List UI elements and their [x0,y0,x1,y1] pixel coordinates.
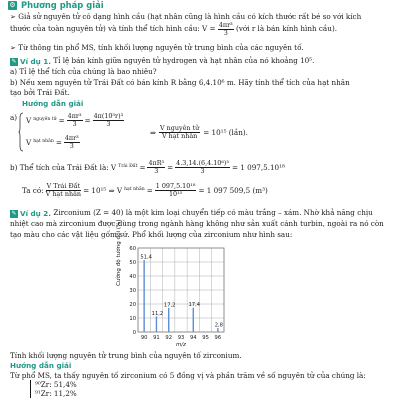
isotope-list [30,380,77,398]
example-2-line-1: Zirconium (Z = 40) là một kim loại chuyển tiếp có màu trắng – xám. Nhờ khả năng chịu [53,208,373,217]
mass-spectrum-chart [120,244,230,348]
chart-y-tick-label: 30 [129,287,136,294]
method-line-1: ➢ Giả sử nguyên tử có dạng hình cầu (hạt nhân cũng là hình cầu có kích thước rất bé so với kích [10,12,362,21]
chart-x-tick-label: 95 [202,335,209,341]
chart-y-tick-label: 40 [129,273,136,280]
chart-x-tick-label: 93 [177,335,185,341]
chart-data-label: 17,4 [188,302,201,309]
chart-data-label: 17,2 [163,302,176,309]
chart-y-tick-label: 0 [132,329,136,336]
example-1 [10,56,392,66]
example-1-question-b: b) Nếu xem nguyên tử Trái Đất có bán kính R bằng 6,4.10⁶ m. Hãy tính thể tích của hạt nhân [10,78,350,87]
example-1-question-a: a) Tỉ lệ thể tích của chúng là bao nhiêu? [10,67,157,76]
example-2 [10,208,392,218]
method-line-2: thước của toàn nguyên tử) và tính thể tích hình cầu: V = $\frac{\text{4πr³}}{3}$ (với r là bán kính hình cầu). [10,21,338,37]
chart-y-tick-label: 50 [129,259,136,266]
example-2-answer: Từ phổ MS, ta thấy nguyên tố zirconium có 5 đồng vị và phần trăm về số nguyên tử của chúng là: [10,371,366,380]
example-1-text: Tỉ lệ bán kính giữa nguyên tử hydrogen và hạt nhân của nó khoảng 10⁵. [53,56,315,65]
chart-y-tick-label: 60 [129,245,136,252]
part-a-label: a) [10,113,18,122]
curly-brace [18,112,24,152]
isotope-zr91: ⁹¹Zr: 11,2% [35,389,77,399]
volume-ratio: ⇒ $\frac{\text{V nguyên tử}}{\text{V hạt nhân}}$ = 10¹⁵ (lần). [150,124,248,140]
example-2-tag: ✎ Ví dụ 2. [11,209,52,219]
isotope-zr90: ⁹⁰Zr: 51,4% [35,380,77,389]
chart-x-tick-label: 92 [165,335,173,341]
chart-data-label: 11,2 [151,310,164,317]
chart-data-label: 2,8 [214,322,223,329]
pencil-icon: ✎ [11,58,17,65]
chart-y-tick-label: 10 [129,315,136,322]
pencil-icon: ✎ [11,210,17,217]
chart-x-tick-label: 90 [140,335,148,341]
chart-x-tick-label: 94 [189,335,197,341]
chart-y-label: Cường độ tương đối (%) [116,219,122,286]
section-title: Phương pháp giải [21,0,104,11]
chart-x-tick-label: 91 [153,335,160,341]
example-1-tag: ✎ Ví dụ 1. [11,57,52,67]
example-1-part-b: b) Thể tích của Trái Đất là: V Trái Đất = $\frac{\text{4πR³}}{3}$ = $\frac{\text{4.3,14.(6,4.10⁶)³}}{3}$ = 1 097,5.10¹⁸ [10,159,285,175]
example-1-guide: Hướng dẫn giải [22,99,84,108]
method-line-3: ➢ Từ thông tin phổ MS, tính khối lượng nguyên tử trung bình của các nguyên tố. [10,43,304,52]
volume-fraction: $\frac{\text{4πr³}}{3}$ [218,21,233,37]
volume-atom-row: V nguyên tử = $\frac{\text{4πr³}}{3}$ = $\frac{\text{4π(10⁵r)³}}{3}$ [26,112,124,128]
chart-x-label: m/z [176,342,186,348]
example-2-question: Tính khối lượng nguyên tử trung bình của nguyên tố zirconium. [10,351,242,360]
volume-nucleus-row: V hạt nhân = $\frac{\text{4πr³}}{3}$ [26,134,79,150]
gear-icon: ⚙ [9,1,16,10]
chart-data-label: 51,4 [140,254,152,261]
example-1-question-b2: tạo bởi Trái Đất. [10,88,70,97]
example-1-conclusion: Ta có: $\frac{\text{V Trái Đất}}{\text{V hạt nhân}}$ = 10¹⁵ ⇒ V hạt nhân = $\frac{\text{1 097,5.10¹⁸}}{\text{10¹⁵}}$ = 1 097 509,5 (m³) [22,182,268,198]
chart-y-tick-label: 20 [129,301,136,308]
example-2-guide: Hướng dẫn giải [10,361,72,370]
chart-x-tick-label: 96 [214,335,222,341]
example-2-line-3: tạo màu cho các vật liệu gốm sứ. Phổ khối lượng của zirconium như hình sau: [10,230,293,239]
section-heading [8,0,104,11]
example-2-line-2: nhiệt cao mà zirconium được dùng trong ngành hàng không như sản xuất cánh turbin, ngoài ra nó còn [10,219,384,228]
